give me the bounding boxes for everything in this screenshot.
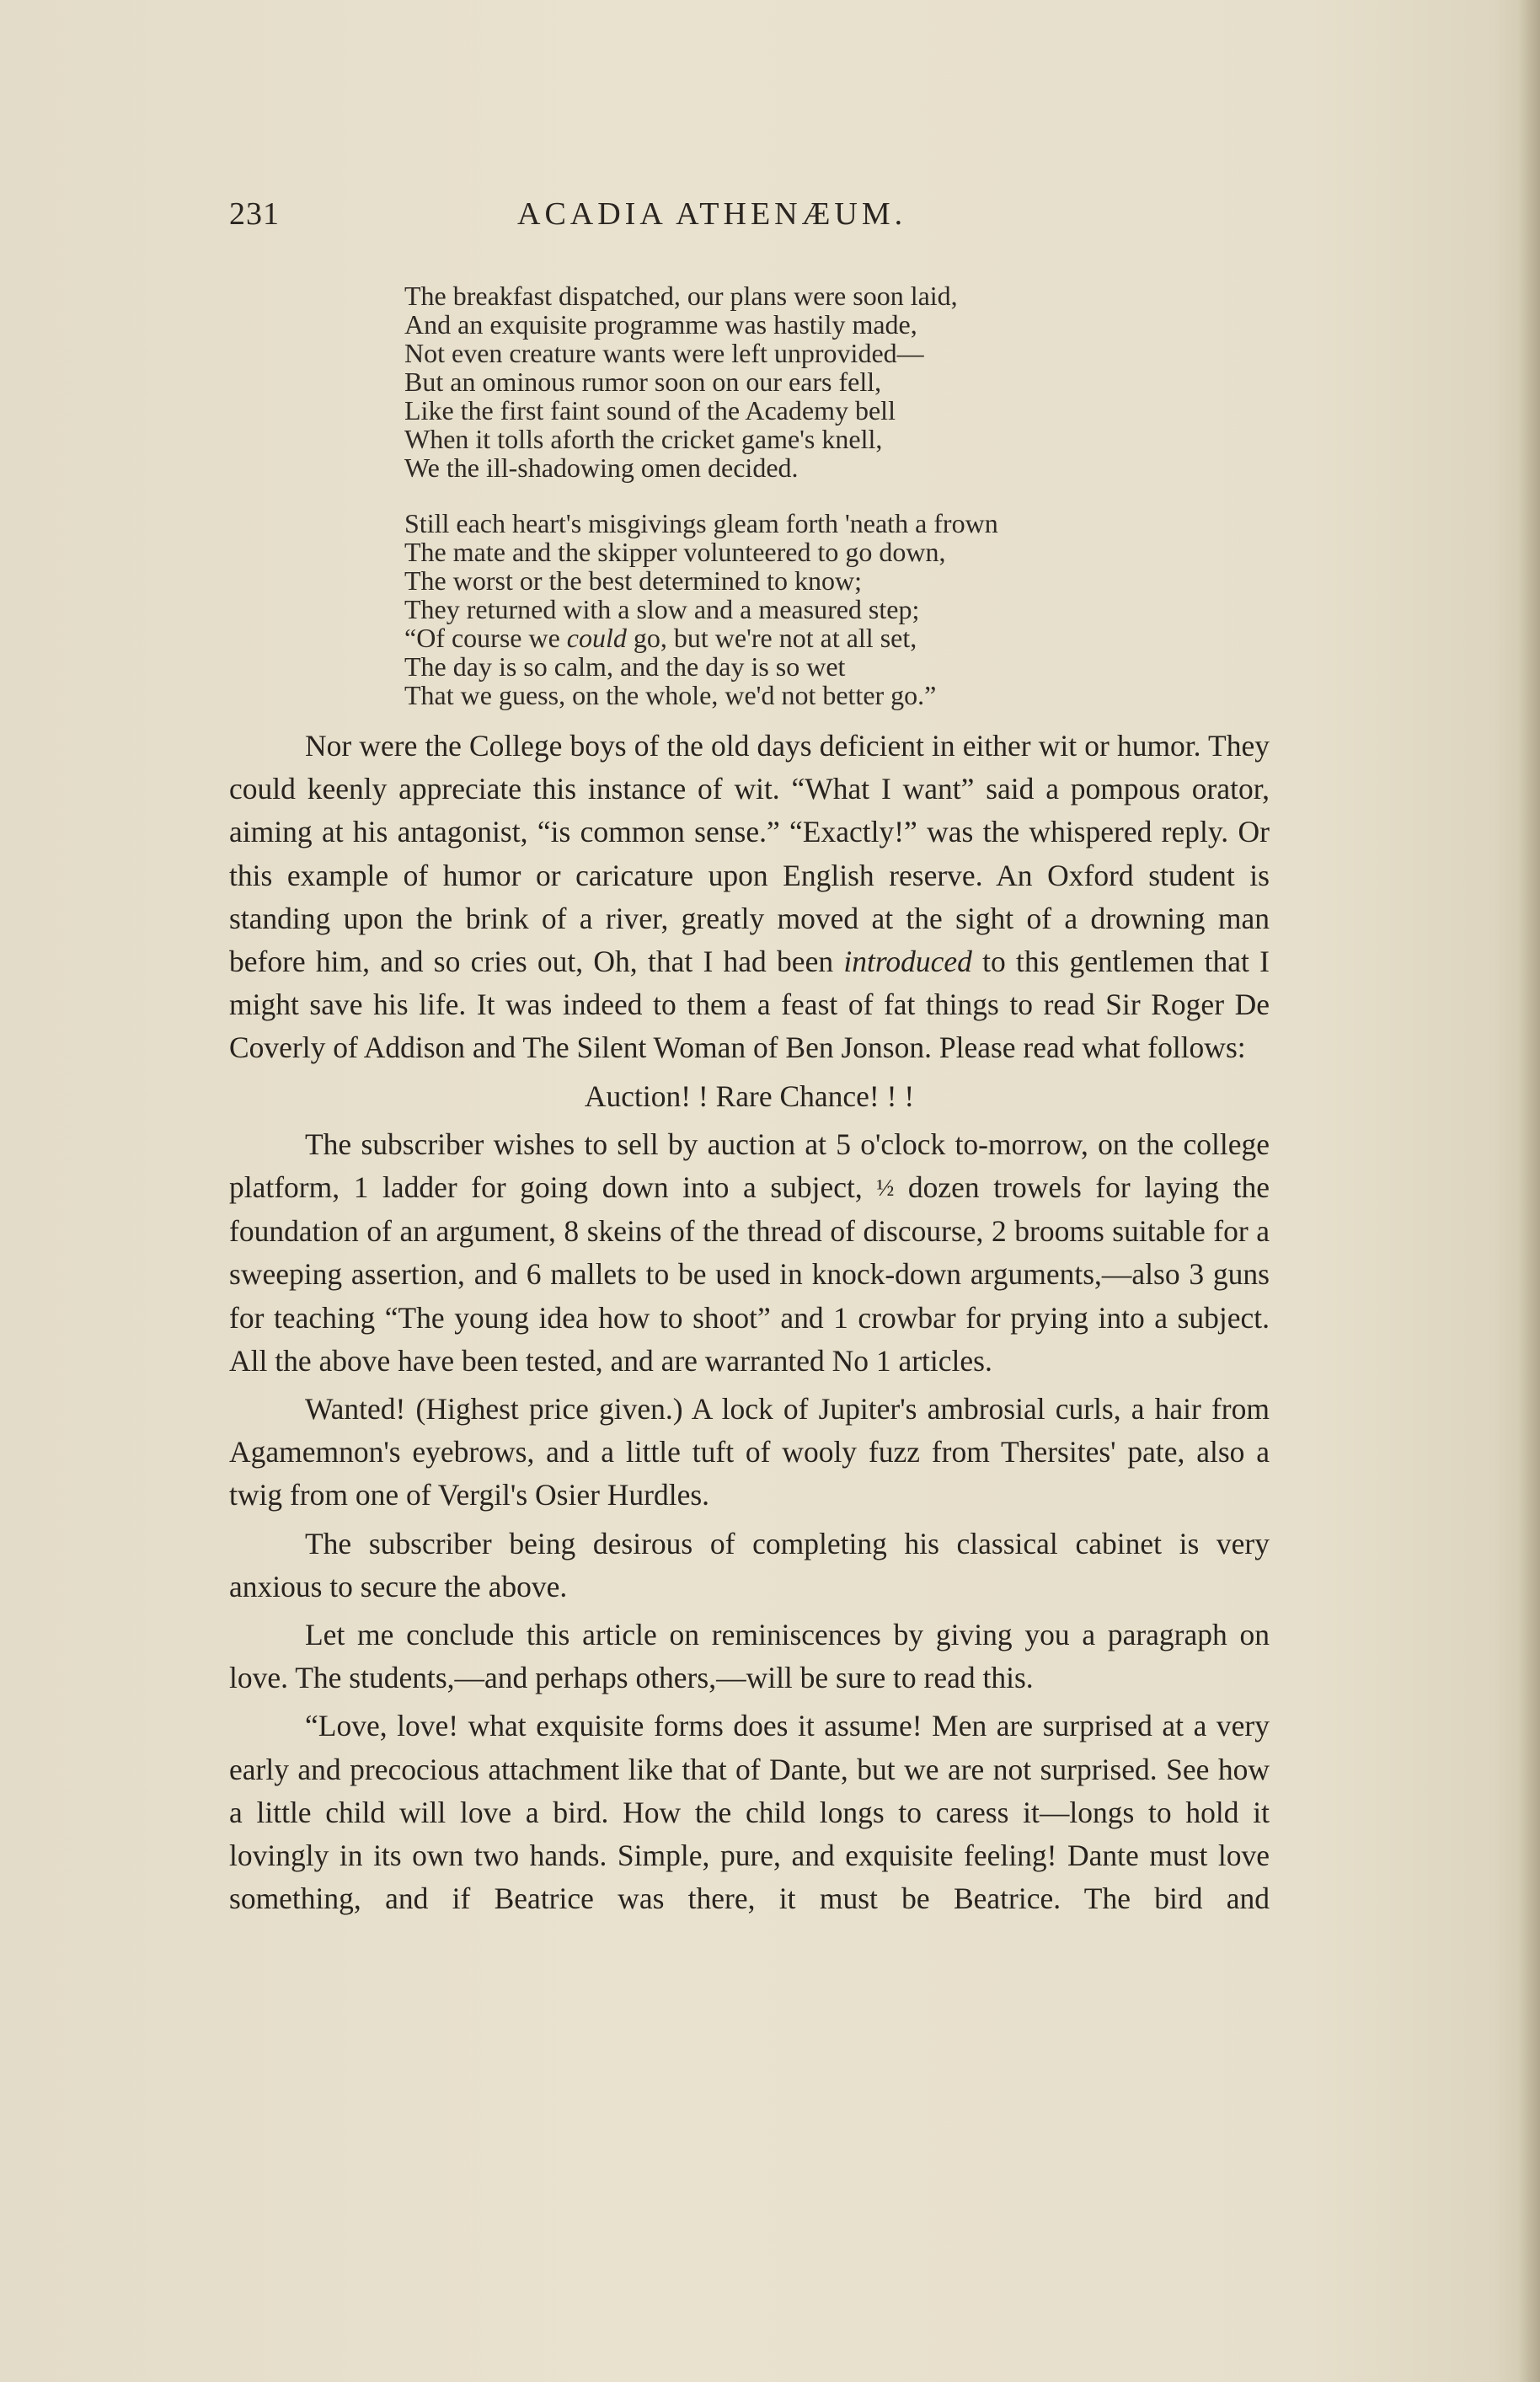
poem-line	[404, 624, 1247, 652]
fraction: ½	[876, 1175, 895, 1202]
auction-heading: Auction! ! Rare Chance! ! !	[584, 1079, 915, 1113]
poem-line: They returned with a slow and a measured step;	[404, 594, 920, 624]
poem-italic-word: could	[566, 623, 627, 653]
poem-text: go, but we're not at all set,	[626, 623, 917, 653]
poem-line: The breakfast dispatched, our plans were soon laid,	[404, 281, 958, 311]
page-header	[229, 195, 1274, 246]
poem-line: But an ominous rumor soon on our ears fell,	[404, 367, 882, 397]
poem-line: That we guess, on the whole, we'd not better go.”	[404, 680, 937, 710]
poem-line: Not even creature wants were left unprovided—	[404, 338, 924, 368]
poem-line: The worst or the best determined to know;	[404, 565, 862, 596]
paragraph-text: Nor were the College boys of the old days deficient in either wit or humor. They could keenly appreciate this instance of wit. “What I want” said a pompous orator, aiming at his antagonist, “is common sense.” “Exactly!” was the whispered reply. Or this example of humor or caricature upon English reserve. An Oxford student is standing upon the brink of a river, greatly moved at the sight of a drowning man before him, and so cries out, Oh, that I had been	[229, 729, 1270, 979]
poem-line: When it tolls aforth the cricket game's knell,	[404, 424, 883, 454]
italic-word: introduced	[843, 945, 972, 979]
paragraph-text: to this gentlemen that I might save his life. It was indeed to them a feast of fat things to read Sir Roger De Coverly of Addison and The Silent Woman of Ben Jonson. Please read what follows:	[229, 945, 1270, 1065]
poem-text: “Of course we	[404, 623, 567, 653]
paragraph-love: “Love, love! what exquisite forms does it assume! Men are surprised at a very early and precocious attachment like that of Dante, but we are not surprised. See how a little child will love a bird. How the child longs to caress it—longs to hold it lovingly in its own two hands. Simple, pure, and exquisite feeling! Dante must love something, and if Beatrice was there, it must be Beatrice. The bird and	[229, 1709, 1270, 1916]
paragraph-conclude: Let me conclude this article on reminiscences by giving you a paragraph on love. The students,—and perhaps others,—will be sure to read this.	[229, 1618, 1270, 1695]
poem-line: The day is so calm, and the day is so wet	[404, 651, 846, 682]
paragraph-text: The subscriber wishes to sell by auction at 5 o'clock to-morrow, on the college platform, 1 ladder for going down into a subject,	[229, 1127, 1270, 1205]
poem-line: Like the first faint sound of the Academy bell	[404, 395, 896, 426]
poem-stanza-2	[404, 509, 1247, 709]
poem-line: Still each heart's misgivings gleam forth 'neath a frown	[404, 508, 998, 538]
page-number: 231	[229, 196, 280, 232]
paragraph-subscriber: The subscriber being desirous of completing his classical cabinet is very anxious to secure the above.	[229, 1526, 1270, 1603]
paragraph-wanted: Wanted! (Highest price given.) A lock of Jupiter's ambrosial curls, a hair from Agamemnon's eyebrows, and a little tuft of wooly fuzz from Thersites' pate, also a twig from one of Vergil's Osier Hurdles.	[229, 1392, 1270, 1512]
poem-line: We the ill-shadowing omen decided.	[404, 452, 799, 483]
poem-line: The mate and the skipper volunteered to go down,	[404, 537, 946, 567]
body-text	[229, 725, 1270, 1925]
paragraph-wit-humor	[229, 725, 1270, 1070]
poem-stanza-1	[404, 281, 1247, 482]
poem-line: And an exquisite programme was hastily made,	[404, 309, 917, 340]
page-edge-shadow	[1518, 0, 1540, 2382]
paragraph-text: dozen trowels for laying the foundation of an argument, 8 skeins of the thread of discourse, 2 brooms suitable for a sweeping assertion, and 6 mallets to be used in knock-down arguments,—also 3 guns for teaching “The young idea how to shoot” and 1 crowbar for prying into a subject. All the above have been tested, and are warranted No 1 articles.	[229, 1170, 1270, 1378]
paragraph-auction	[229, 1123, 1270, 1383]
running-head: ACADIA ATHENÆUM.	[517, 196, 907, 232]
